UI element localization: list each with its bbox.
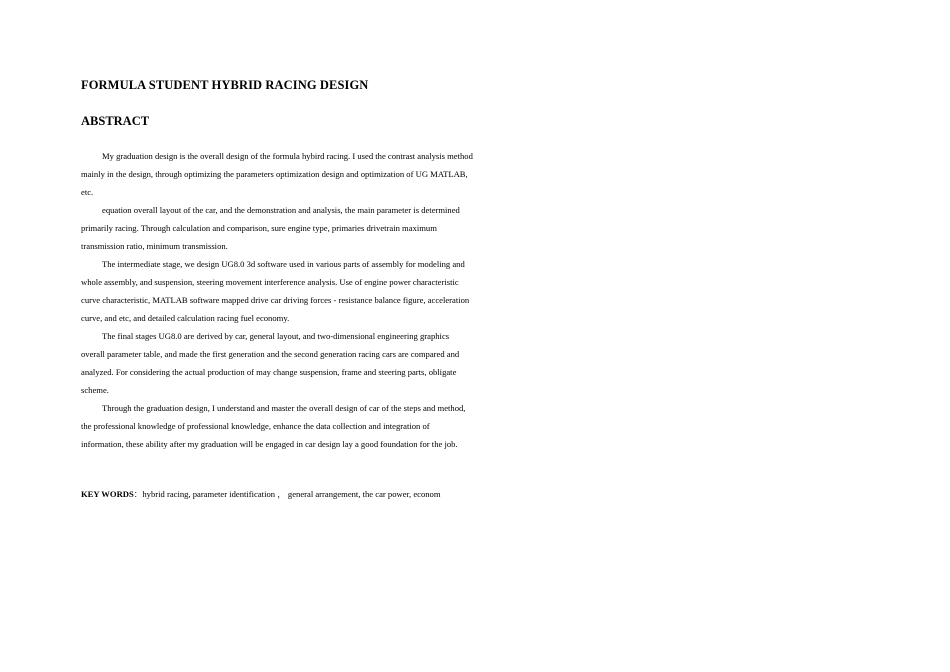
abstract-body bbox=[81, 147, 473, 453]
keywords-line bbox=[81, 485, 473, 503]
document-title: FORMULA STUDENT HYBRID RACING DESIGN bbox=[81, 78, 369, 92]
abstract-paragraph: The final stages UG8.0 are derived by car, general layout, and two-dimensional engineering graphics overall parameter table, and made the first generation and the second generation racing cars are compared and analyzed. For considering the actual production of may change suspension, frame and steering parts, obligate scheme. bbox=[81, 331, 460, 395]
abstract-paragraph: Through the graduation design, I understand and master the overall design of car of the steps and method, the professional knowledge of professional knowledge, enhance the data collection and integration of information, these ability after my graduation will be engaged in car design lay a good foundation for the job. bbox=[81, 403, 466, 449]
keywords-label: KEY WORDS bbox=[81, 489, 134, 499]
abstract-paragraph: My graduation design is the overall design of the formula hybird racing. I used the contrast analysis method mainly in the design, through optimizing the parameters optimization design and optimization of UG MATLAB, etc. bbox=[81, 151, 473, 197]
abstract-heading: ABSTRACT bbox=[81, 114, 150, 128]
abstract-paragraph: equation overall layout of the car, and the demonstration and analysis, the main parameter is determined primarily racing. Through calculation and comparison, sure engine type, primaries drivetrain maximum transmission ratio, minimum transmission. bbox=[81, 205, 460, 251]
abstract-paragraph: The intermediate stage, we design UG8.0 3d software used in various parts of assembly for modeling and whole assembly, and suspension, steering movement interference analysis. Use of engine power characteristic curve characteristic, MATLAB software mapped drive car driving forces - resistance balance figure, acceleration curve, and etc, and detailed calculation racing fuel economy. bbox=[81, 259, 470, 323]
keywords-text: ：hybrid racing, parameter identification ， general arrangement, the car power, econom bbox=[133, 489, 441, 499]
